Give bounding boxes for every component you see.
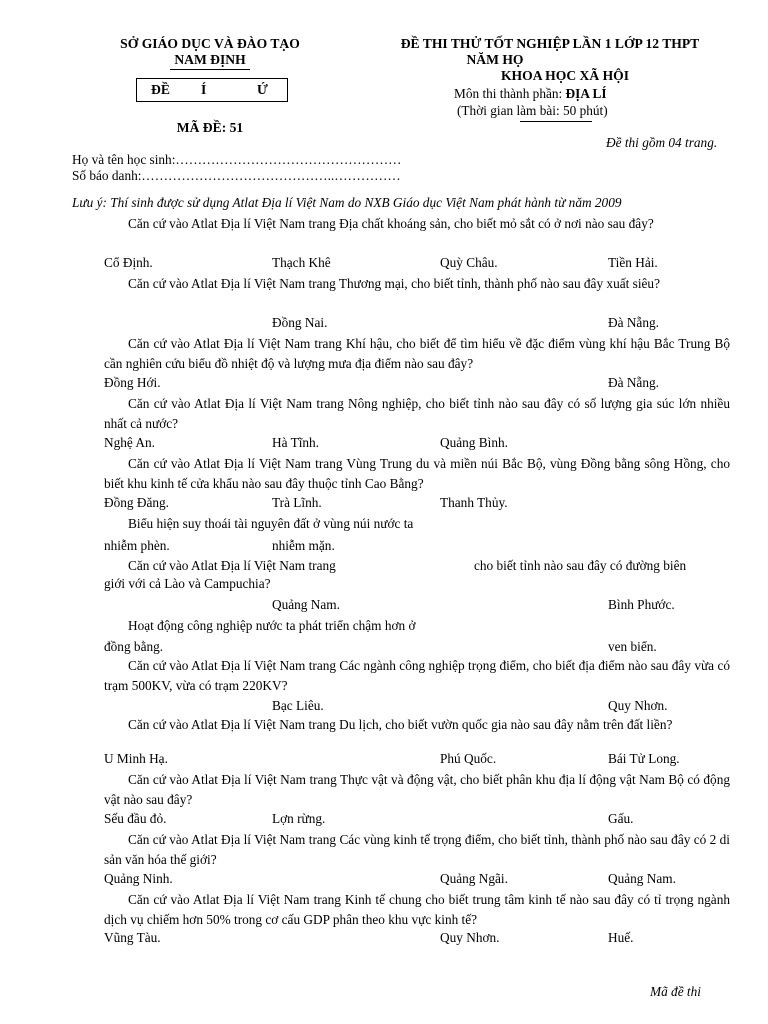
q8-option-a: đồng bằng. xyxy=(104,639,164,654)
time-underline xyxy=(520,121,592,122)
q9-option-b: Bạc Liêu. xyxy=(272,698,324,713)
org-city: NAM ĐỊNH xyxy=(174,52,246,67)
q1-option-d: Tiền Hải. xyxy=(608,255,658,270)
exam-time: (Thời gian làm bài: 50 phút) xyxy=(457,103,608,118)
q1-option-a: Cổ Định. xyxy=(104,255,153,270)
badge-part-1: ĐỀ xyxy=(151,82,170,97)
question-11: Căn cứ vào Atlat Địa lí Việt Nam trang Thực vật và động vật, cho biết phân khu địa lí động vật Nam Bộ có động vật nào sau đây? xyxy=(104,772,730,807)
subject-name: ĐỊA LÍ xyxy=(565,86,607,101)
question-2: Căn cứ vào Atlat Địa lí Việt Nam trang Thương mại, cho biết tỉnh, thành phố nào sau đây xuất siêu? xyxy=(128,276,660,291)
exam-year: NĂM HỌ xyxy=(466,52,524,67)
q13-option-c: Quy Nhơn. xyxy=(440,930,500,945)
q4-option-a: Nghệ An. xyxy=(104,435,155,450)
city-underline xyxy=(170,69,250,70)
question-13: Căn cứ vào Atlat Địa lí Việt Nam trang Kinh tế chung cho biết trung tâm kinh tế nào sau đây có tỉ trọng ngành dịch vụ chiếm hơn 50% trong cơ cấu GDP phân theo khu vực kinh tế? xyxy=(104,892,730,927)
q11-option-d: Gấu. xyxy=(608,811,634,826)
q2-option-d: Đà Nẵng. xyxy=(608,315,659,330)
q11-option-a: Sếu đầu đỏ. xyxy=(104,811,167,826)
q7-option-b: Quảng Nam. xyxy=(272,597,340,612)
student-name-line: Họ và tên học sinh:…………………………………………… xyxy=(72,152,402,167)
subject-line xyxy=(454,86,607,102)
q12-option-a: Quảng Ninh. xyxy=(104,871,173,886)
org-name: SỞ GIÁO DỤC VÀ ĐÀO TẠO xyxy=(120,36,300,51)
q6-option-b: nhiễm mặn. xyxy=(272,538,335,553)
exam-badge xyxy=(136,78,288,102)
q3-option-d: Đà Nẵng. xyxy=(608,375,659,390)
atlas-note: Lưu ý: Thí sinh được sử dụng Atlat Địa lí Việt Nam do NXB Giáo dục Việt Nam phát hành từ năm 2009 xyxy=(72,195,622,210)
q12-option-c: Quảng Ngãi. xyxy=(440,871,508,886)
question-3: Căn cứ vào Atlat Địa lí Việt Nam trang Khí hậu, cho biết để tìm hiểu về đặc điểm vùng khí hậu Bắc Trung Bộ cần nghiên cứu biểu đồ nhiệt độ và lượng mưa địa điểm nào sau đây? xyxy=(104,336,730,371)
badge-part-2: Í xyxy=(201,82,207,97)
q9-option-d: Quy Nhơn. xyxy=(608,698,668,713)
q4-option-c: Quảng Bình. xyxy=(440,435,508,450)
q13-option-d: Huế. xyxy=(608,930,634,945)
q2-option-b: Đồng Nai. xyxy=(272,315,328,330)
q11-option-b: Lợn rừng. xyxy=(272,811,326,826)
question-10: Căn cứ vào Atlat Địa lí Việt Nam trang Du lịch, cho biết vườn quốc gia nào sau đây nằm trên đất liền? xyxy=(128,717,673,732)
question-7-part-a: Căn cứ vào Atlat Địa lí Việt Nam trang xyxy=(128,558,336,573)
question-12: Căn cứ vào Atlat Địa lí Việt Nam trang Các vùng kinh tế trọng điểm, cho biết tỉnh, thành phố nào sau đây có 2 di sản văn hóa thế giới? xyxy=(104,832,730,867)
question-4: Căn cứ vào Atlat Địa lí Việt Nam trang Nông nghiệp, cho biết tỉnh nào sau đây có số lượng gia súc lớn nhiều nhất cả nước? xyxy=(104,396,730,431)
question-6: Biểu hiện suy thoái tài nguyên đất ở vùng núi nước ta xyxy=(128,516,414,531)
q12-option-d: Quảng Nam. xyxy=(608,871,676,886)
q7-option-d: Bình Phước. xyxy=(608,597,675,612)
q6-option-a: nhiễm phèn. xyxy=(104,538,170,553)
subject-group: KHOA HỌC XÃ HỘI xyxy=(500,68,630,83)
question-8: Hoạt động công nghiệp nước ta phát triển chậm hơn ở xyxy=(128,618,416,633)
q5-option-a: Đồng Đăng. xyxy=(104,495,169,510)
badge-part-3: Ứ xyxy=(257,82,268,97)
question-1: Căn cứ vào Atlat Địa lí Việt Nam trang Địa chất khoáng sản, cho biết mỏ sắt có ở nơi nào sau đây? xyxy=(128,216,654,231)
q5-option-b: Trà Lĩnh. xyxy=(272,495,322,510)
q1-option-b: Thạch Khê xyxy=(272,255,331,270)
q10-option-a: U Minh Hạ. xyxy=(104,751,168,766)
question-7-part-b: cho biết tỉnh nào sau đây có đường biên xyxy=(474,558,687,573)
q13-option-a: Vũng Tàu. xyxy=(104,930,161,945)
q3-option-a: Đồng Hới. xyxy=(104,375,161,390)
q5-option-c: Thanh Thủy. xyxy=(440,495,508,510)
subject-prefix: Môn thi thành phần: xyxy=(454,86,566,101)
q8-option-d: ven biển. xyxy=(608,639,657,654)
pages-note: Đề thi gồm 04 trang. xyxy=(606,135,718,150)
q1-option-c: Quỳ Châu. xyxy=(440,255,498,270)
question-5: Căn cứ vào Atlat Địa lí Việt Nam trang Vùng Trung du và miền núi Bắc Bộ, vùng Đồng bằng sông Hồng, cho biết khu kinh tế cửa khẩu nào sau đây thuộc tỉnh Cao Bằng? xyxy=(104,456,730,491)
exam-code: MÃ ĐỀ: 51 xyxy=(176,120,244,135)
footer-exam-code: Mã đề thi xyxy=(650,984,701,999)
q10-option-c: Phú Quốc. xyxy=(440,751,497,766)
q10-option-d: Bái Tử Long. xyxy=(608,751,680,766)
question-7-part-c: giới với cả Lào và Campuchia? xyxy=(104,576,271,591)
q4-option-b: Hà Tĩnh. xyxy=(272,435,320,450)
question-9: Căn cứ vào Atlat Địa lí Việt Nam trang Các ngành công nghiệp trọng điểm, cho biết địa điểm nào sau đây vừa có trạm 500KV, vừa có trạm 220KV? xyxy=(104,658,730,693)
student-id-line: Số báo danh:……………………………………..…………… xyxy=(72,168,401,183)
exam-title: ĐỀ THI THỬ TỐT NGHIỆP LẦN 1 LỚP 12 THPT xyxy=(400,36,700,51)
